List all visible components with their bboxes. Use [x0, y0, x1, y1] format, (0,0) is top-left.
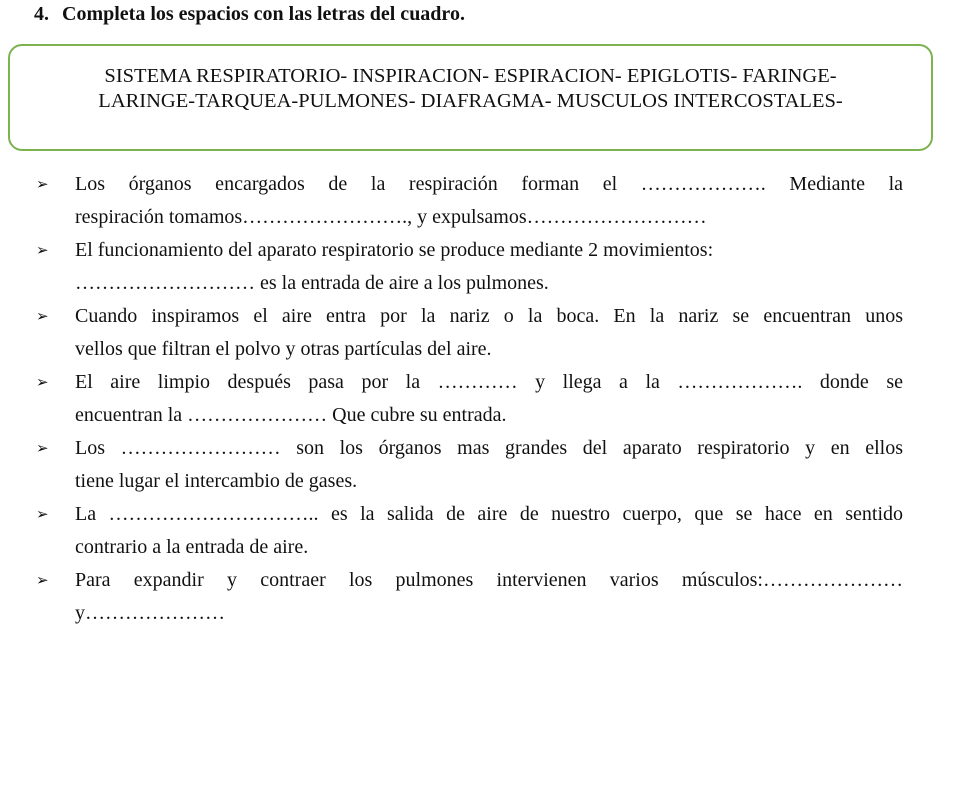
- exercise-number: 4.: [34, 3, 49, 25]
- arrowhead-bullet-icon: ➢: [36, 439, 49, 457]
- arrowhead-bullet-icon: ➢: [36, 241, 49, 259]
- fill-in-list: [0, 168, 979, 630]
- exercise-heading: [34, 3, 465, 26]
- arrowhead-bullet-icon: ➢: [36, 505, 49, 523]
- item-line-2: tiene lugar el intercambio de gases.: [75, 470, 358, 492]
- list-item: [0, 168, 903, 234]
- word-bank-box: [8, 44, 933, 151]
- item-line-1: El aire limpio después pasa por la ………… y llega a la ………………. donde se: [75, 371, 903, 393]
- list-item: [0, 234, 903, 300]
- arrowhead-bullet-icon: ➢: [36, 373, 49, 391]
- item-line-2: ……………………… es la entrada de aire a los pulmones.: [75, 272, 549, 294]
- list-item: [0, 498, 903, 564]
- arrowhead-bullet-icon: ➢: [36, 571, 49, 589]
- word-bank-text: [31, 64, 911, 114]
- item-line-1: Cuando inspiramos el aire entra por la nariz o la boca. En la nariz se encuentran unos: [75, 305, 903, 327]
- arrowhead-bullet-icon: ➢: [36, 307, 49, 325]
- word-bank-line-1: SISTEMA RESPIRATORIO- INSPIRACION- ESPIRACION- EPIGLOTIS- FARINGE-: [104, 65, 837, 87]
- item-line-2: encuentran la ………………… Que cubre su entrada.: [75, 404, 507, 426]
- list-item: [0, 366, 903, 432]
- item-line-2: y…………………: [75, 602, 225, 624]
- item-line-2: contrario a la entrada de aire.: [75, 536, 309, 558]
- word-bank-line-2: LARINGE-TARQUEA-PULMONES- DIAFRAGMA- MUSCULOS INTERCOSTALES-: [98, 90, 843, 112]
- list-item: [0, 432, 903, 498]
- item-line-1: El funcionamiento del aparato respiratorio se produce mediante 2 movimientos:: [75, 239, 714, 261]
- item-line-1: Los …………………… son los órganos mas grandes del aparato respiratorio y en ellos: [75, 437, 903, 459]
- item-line-2: respiración tomamos……………………., y expulsamos………………………: [75, 206, 707, 228]
- list-item: [0, 564, 903, 630]
- item-line-1: Para expandir y contraer los pulmones intervienen varios músculos:…………………: [75, 569, 903, 591]
- item-line-2: vellos que filtran el polvo y otras partículas del aire.: [75, 338, 492, 360]
- arrowhead-bullet-icon: ➢: [36, 175, 49, 193]
- exercise-instruction: Completa los espacios con las letras del cuadro.: [62, 3, 465, 25]
- item-line-1: La ………………………….. es la salida de aire de nuestro cuerpo, que se hace en sentido: [75, 503, 903, 525]
- item-line-1: Los órganos encargados de la respiración forman el ………………. Mediante la: [75, 173, 903, 195]
- list-item: [0, 300, 903, 366]
